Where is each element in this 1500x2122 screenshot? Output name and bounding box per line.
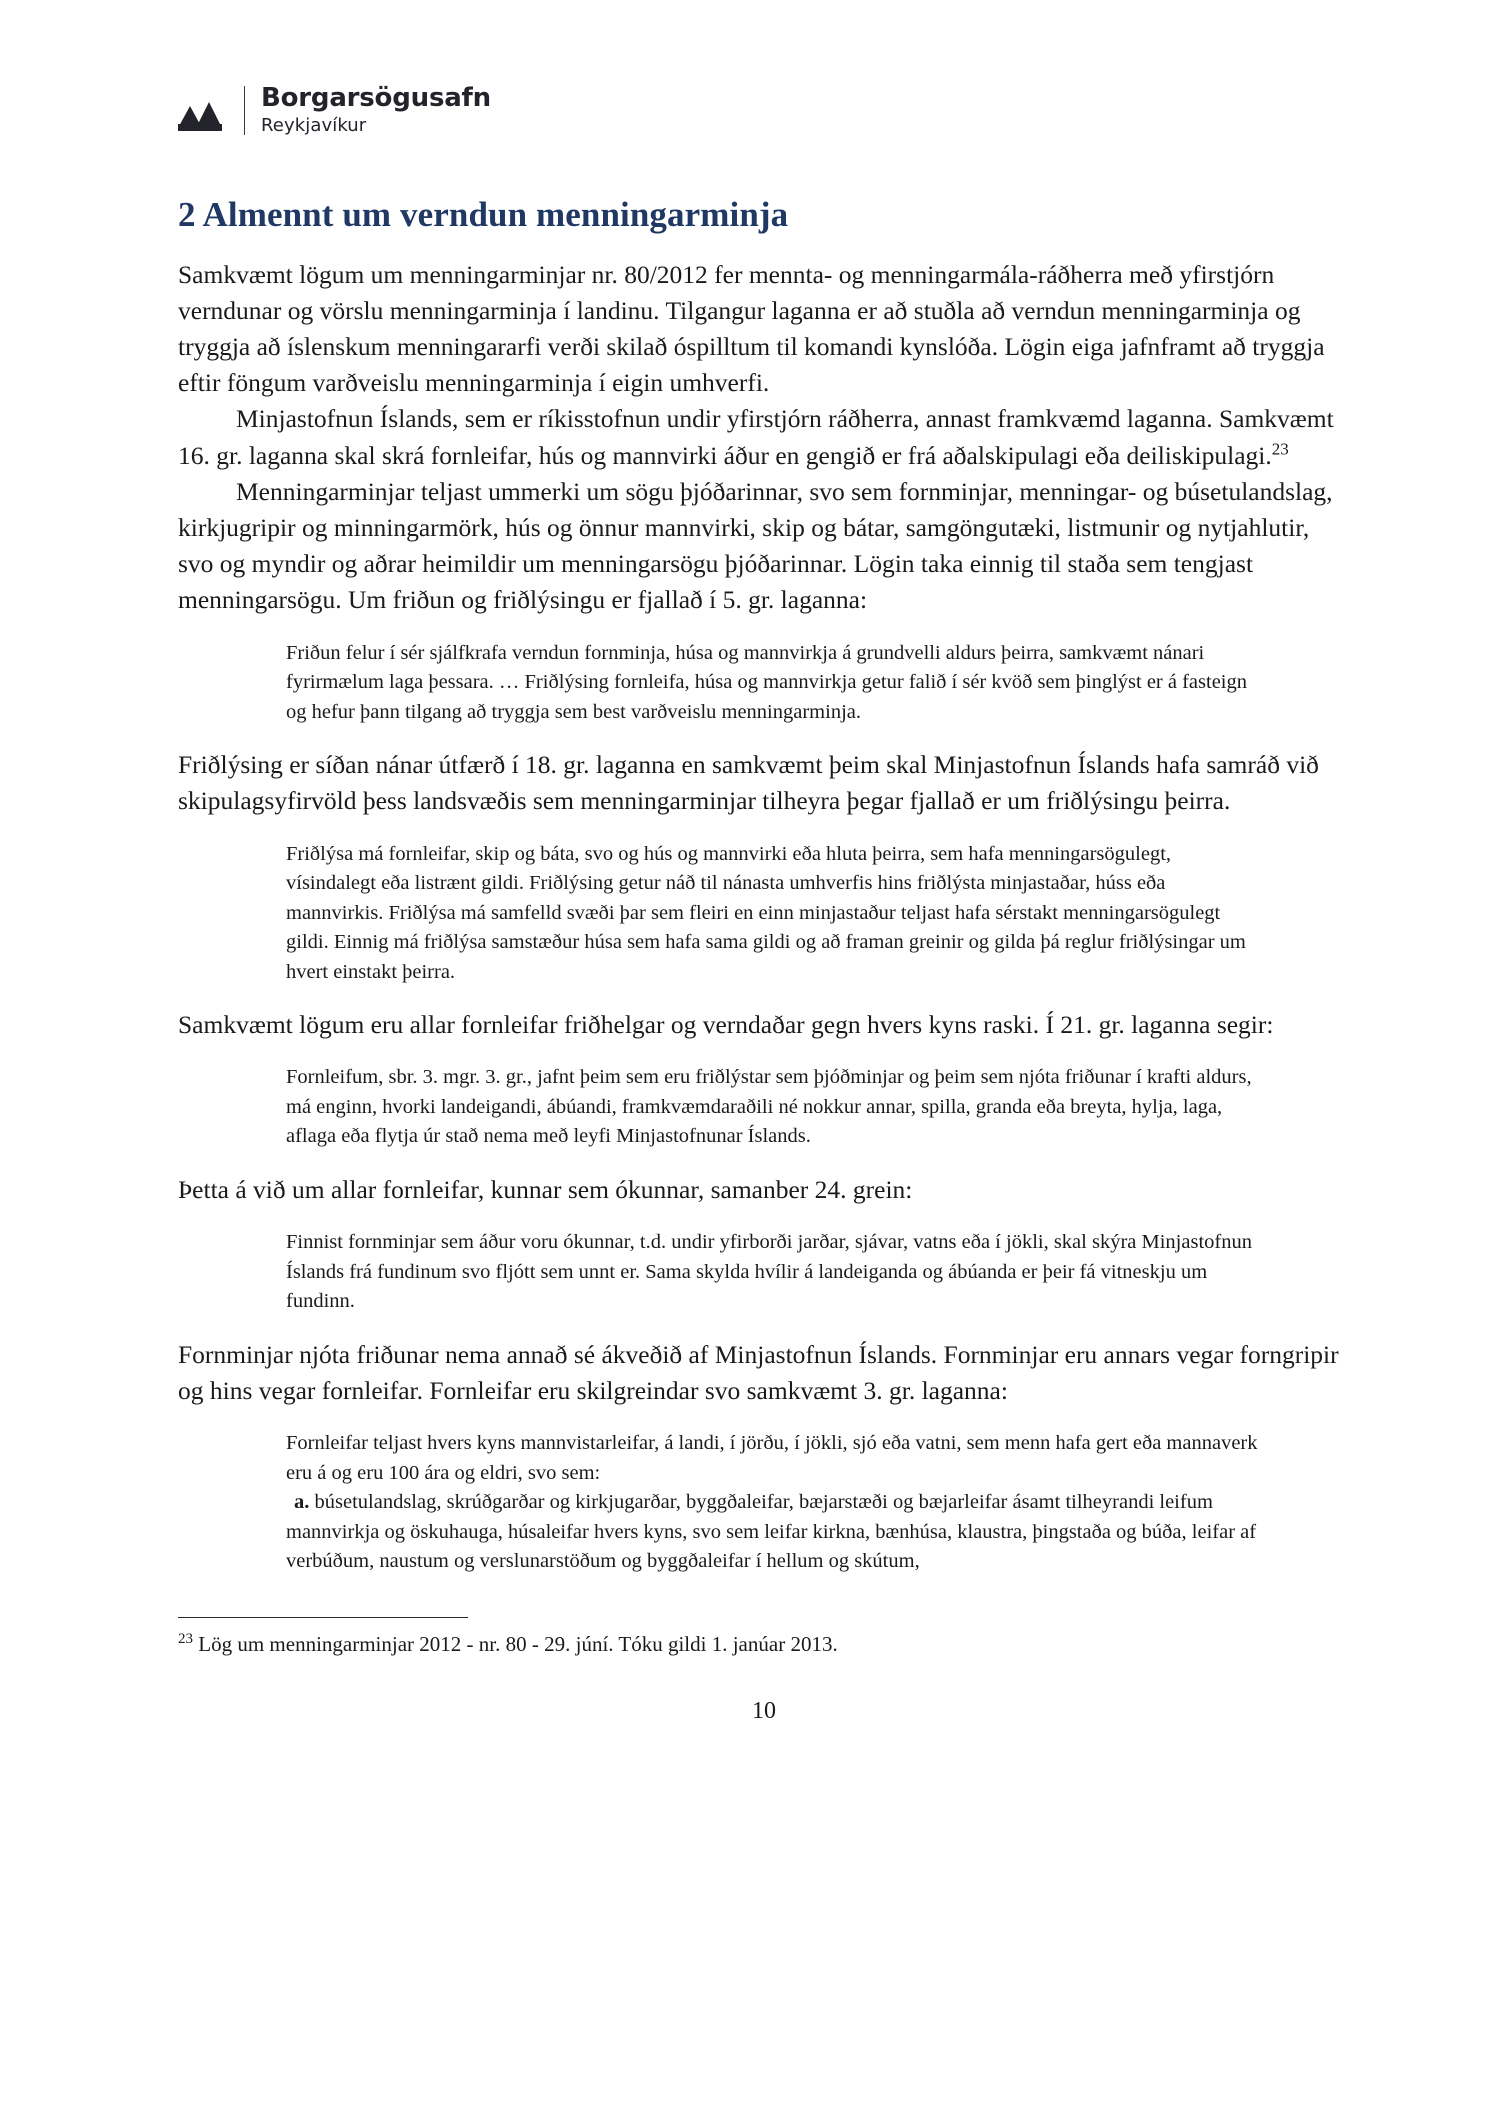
list-item-label-a: a. [294, 1491, 310, 1514]
paragraph-menningarminjar: Menningarminjar teljast ummerki um sögu þjóðarinnar, svo sem fornminjar, menningar- og búsetulandslag, kirkjugripir og minningarmörk, hús og önnur mannvirki, skip og bátar, samgöngutæki, listmunir og nytjahlutir, svo og myndir og aðrar heimildir um menningarsögu þjóðarinnar. Lögin taka einnig til staða sem tengjast menningarsögu. Um friðun og friðlýsingu er fjallað í 5. gr. laganna: [178, 476, 1333, 615]
quote-finnist-fornminjar [178, 1228, 1350, 1317]
footnote-23 [178, 1630, 1350, 1658]
quote-fornleifar-item-a [286, 1488, 1260, 1577]
organization-logo [178, 84, 1350, 137]
quote-fornleifum [178, 1063, 1350, 1152]
mountain-logo-icon [178, 88, 230, 132]
logo-title: Borgarsögusafn [261, 83, 491, 113]
footnote-text: Lög um menningarminjar 2012 - nr. 80 - 29. júní. Tóku gildi 1. janúar 2013. [198, 1631, 838, 1656]
page-number: 10 [752, 1697, 776, 1724]
quote-fridun [178, 639, 1350, 728]
quote-fornleifar-intro: Fornleifar teljast hvers kyns mannvistarleifar, á landi, í jörðu, í jökli, sjó eða vatni, sem menn hafa gert eða mannaverk eru á og eru 100 ára og eldri, svo sem: [286, 1432, 1258, 1484]
quote-fornleifum-text: Fornleifum, sbr. 3. mgr. 3. gr., jafnt þeim sem eru friðlýstar sem þjóðminjar og þeim sem njóta friðunar í krafti aldurs, má enginn, hvorki landeigandi, ábúandi, framkvæmdaraðili né nokkur annar, spilla, granda eða breyta, hylja, laga, aflaga eða flytja úr stað nema með leyfi Minjastofnunar Íslands. [286, 1066, 1252, 1148]
footnote-separator [178, 1617, 468, 1618]
paragraph-fornminjar-fridunar: Fornminjar njóta friðunar nema annað sé ákveðið af Minjastofnun Íslands. Fornminjar eru annars vegar forngripir og hins vegar fornleifar. Fornleifar eru skilgreindar svo samkvæmt 3. gr. laganna: [178, 1339, 1339, 1405]
paragraph-minjastofnun [178, 401, 1350, 473]
quote-fridun-text: Friðun felur í sér sjálfkrafa verndun fornminja, húsa og mannvirkja á grundvelli aldurs þeirra, samkvæmt nánari fyrirmælum laga þessara. … Friðlýsing fornleifa, húsa og mannvirkja getur falið í sér kvöð sem þinglýst er á fasteign og hefur þann tilgang að tryggja sem best varðveislu menningarminja. [286, 641, 1247, 723]
paragraph-minjastofnun-text: Minjastofnun Íslands, sem er ríkisstofnun undir yfirstjórn ráðherra, annast framkvæmd laganna. Samkvæmt 16. gr. laganna skal skrá fornleifar, hús og mannvirki áður en gengið er frá aðalskipulagi eða deiliskipulagi. [178, 404, 1334, 470]
logo-wordmark [261, 84, 491, 137]
paragraph-fridlysing: Friðlýsing er síðan nánar útfærð í 18. gr. laganna en samkvæmt þeim skal Minjastofnun Íslands hafa samráð við skipulagsyfirvöld þess landsvæðis sem menningarminjar tilheyra þegar fjallað er um friðlýsingu þeirra. [178, 750, 1319, 816]
section-heading: 2 Almennt um verndun menningarminja [178, 194, 789, 234]
footnote-area [178, 1617, 1350, 1658]
quote-fridlysa [178, 840, 1350, 988]
quote-finnist-fornminjar-text: Finnist fornminjar sem áður voru ókunnar, t.d. undir yfirborði jarðar, sjávar, vatns eða í jökli, skal skýra Minjastofnun Íslands frá fundinum svo fljótt sem unnt er. Sama skylda hvílir á landeiganda og ábúanda er þeir fá vitneskju um fundinn. [286, 1231, 1252, 1313]
footnote-number: 23 [178, 1630, 193, 1647]
paragraph-intro: Samkvæmt lögum um menningarminjar nr. 80/2012 fer mennta- og menningarmála-ráðherra með yfirstjórn verndunar og vörslu menningarminja í landinu. Tilgangur laganna er að stuðla að verndun menningarminja og tryggja að íslenskum menningararfi verði skilað óspilltum til komandi kynslóða. Lögin eiga jafnframt að tryggja eftir föngum varðveislu menningarminja í eigin umhverfi. [178, 259, 1325, 398]
logo-subtitle: Reykjavíkur [261, 114, 367, 136]
logo-divider [244, 86, 245, 135]
list-item-text-a: búsetulandslag, skrúðgarðar og kirkjugarðar, byggðaleifar, bæjarstæði og bæjarleifar ásamt tilheyrandi leifum mannvirkja og öskuhauga, húsaleifar hvers kyns, svo sem leifar kirkna, bænhúsa, klaustra, þingstaða og búða, leifar af verbúðum, naustum og verslunarstöðum og byggðaleifar í hellum og skútum, [286, 1491, 1257, 1573]
quote-fridlysa-text: Friðlýsa má fornleifar, skip og báta, svo og hús og mannvirki eða hluta þeirra, sem hafa menningarsögulegt, vísindalegt eða listrænt gildi. Friðlýsing getur náð til nánasta umhverfis hins friðlýsta minjastaðar, húss eða mannvirkis. Friðlýsa má samfelld svæði þar sem fleiri en einn minjastaður teljast hafa sérstakt menningarsögulegt gildi. Einnig má friðlýsa samstæður húsa sem hafa sama gildi og að framan greinir og gilda þá reglur friðlýsingar um hvert einstakt þeirra. [286, 842, 1246, 983]
quote-fornleifar-skilgreining [178, 1429, 1350, 1577]
paragraph-thetta-a-vid: Þetta á við um allar fornleifar, kunnar sem ókunnar, samanber 24. grein: [178, 1174, 913, 1204]
paragraph-fornleifar-fridhelgar: Samkvæmt lögum eru allar fornleifar friðhelgar og verndaðar gegn hvers kyns raski. Í 21. gr. laganna segir: [178, 1010, 1274, 1040]
footnote-reference-23[interactable]: 23 [1271, 439, 1289, 459]
